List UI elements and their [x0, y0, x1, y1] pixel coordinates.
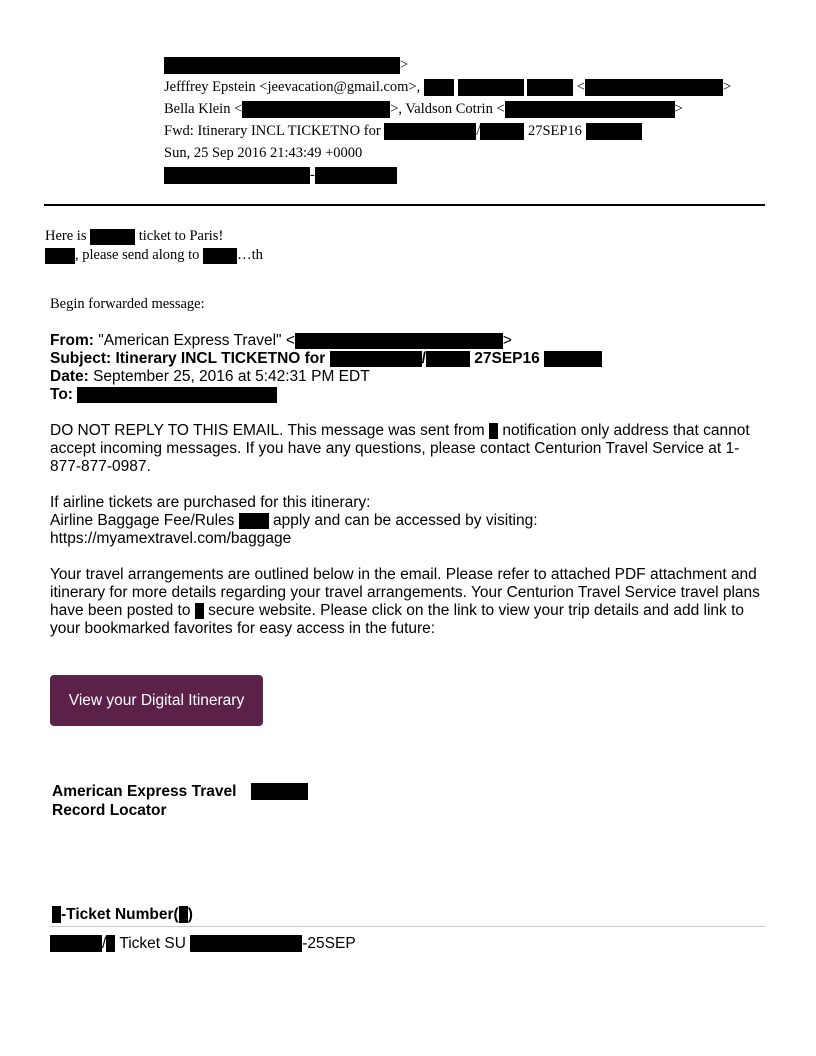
redaction [203, 248, 237, 264]
redaction [384, 123, 476, 140]
ticket-number-heading: -Ticket Number( ) [52, 906, 193, 924]
redaction [424, 79, 454, 96]
redaction [77, 387, 277, 403]
arrangements-paragraph: Your travel arrangements are outlined below in the email. Please refer to attached PDF attachment and itinerary for more details regarding your travel arrangements. Your Centurion Travel Service travel plans have been posted to secure website. Please click on the link to view your trip details and add link to your bookmarked favorites for easy access in the future: [50, 566, 760, 637]
redaction [45, 248, 75, 264]
redaction [426, 351, 470, 367]
baggage-link[interactable]: https://myamextravel.com/baggage [50, 530, 292, 547]
redaction [195, 603, 204, 619]
redaction [458, 79, 524, 96]
to-value: Jefffrey Epstein <jeevacation@gmail.com>, [164, 79, 421, 95]
redaction [242, 101, 390, 118]
redaction [52, 906, 61, 923]
date-value: Sun, 25 Sep 2016 21:43:49 +0000 [164, 145, 363, 161]
baggage-paragraph: If airline tickets are purchased for this itinerary: Airline Baggage Fee/Rules apply and can be accessed by visiting: https://myamextravel.com/baggage [50, 494, 538, 547]
redaction [239, 513, 269, 529]
redaction [544, 351, 602, 367]
redaction [164, 57, 400, 74]
ticket-divider [50, 926, 766, 927]
header-divider [44, 204, 765, 206]
redaction [251, 783, 308, 800]
redaction [190, 935, 302, 952]
redaction [489, 423, 498, 439]
redaction [330, 351, 422, 367]
intro-message: Here is ticket to Paris! , please send along to …th [45, 228, 263, 263]
redaction [480, 123, 524, 140]
redaction [295, 333, 503, 349]
redaction [90, 229, 135, 245]
forwarded-label: Begin forwarded message: [50, 296, 205, 312]
redaction [315, 167, 397, 184]
redaction [586, 123, 642, 140]
redaction [585, 79, 723, 96]
redaction [106, 935, 115, 952]
view-itinerary-button[interactable]: View your Digital Itinerary [50, 675, 263, 726]
redaction [527, 79, 573, 96]
ticket-line: / Ticket SU -25SEP [50, 935, 356, 953]
notice-paragraph: DO NOT REPLY TO THIS EMAIL. This message was sent from notification only address that cannot accept incoming messages. If you have any questions, please contact Centurion Travel Service at 1-877-877-0987. [50, 422, 750, 475]
redaction [505, 101, 675, 118]
record-locator: American Express Travel Record Locator [52, 782, 308, 820]
redaction [179, 906, 188, 923]
redaction [50, 935, 102, 952]
redaction [164, 167, 310, 184]
forwarded-message: From: "American Express Travel" < > Subject: Itinerary INCL TICKETNO for / 27SEP16 Date: September 25, 2016 at 5:42:31 PM EDT To: DO NOT REPLY TO THIS EMAIL. This message was sent from notification only address that cannot accept incoming messages. If you have any questions, please contact Centurion Travel Service at 1-877-877-0987. If airline tickets are purchased for this itinerary: Airline Baggage Fee/Rules apply and can be accessed by visiting: https://myamextravel.com/baggage Your travel arrangements are outlined below in the email. Please refer to attached PDF attachment and itinerary for more details regarding your travel arrangements. Your Centurion Travel Service travel plans have been posted to secure website. Please click on the link to view your trip details and add link to your bookmarked favorites for easy access in the future: [50, 332, 770, 638]
